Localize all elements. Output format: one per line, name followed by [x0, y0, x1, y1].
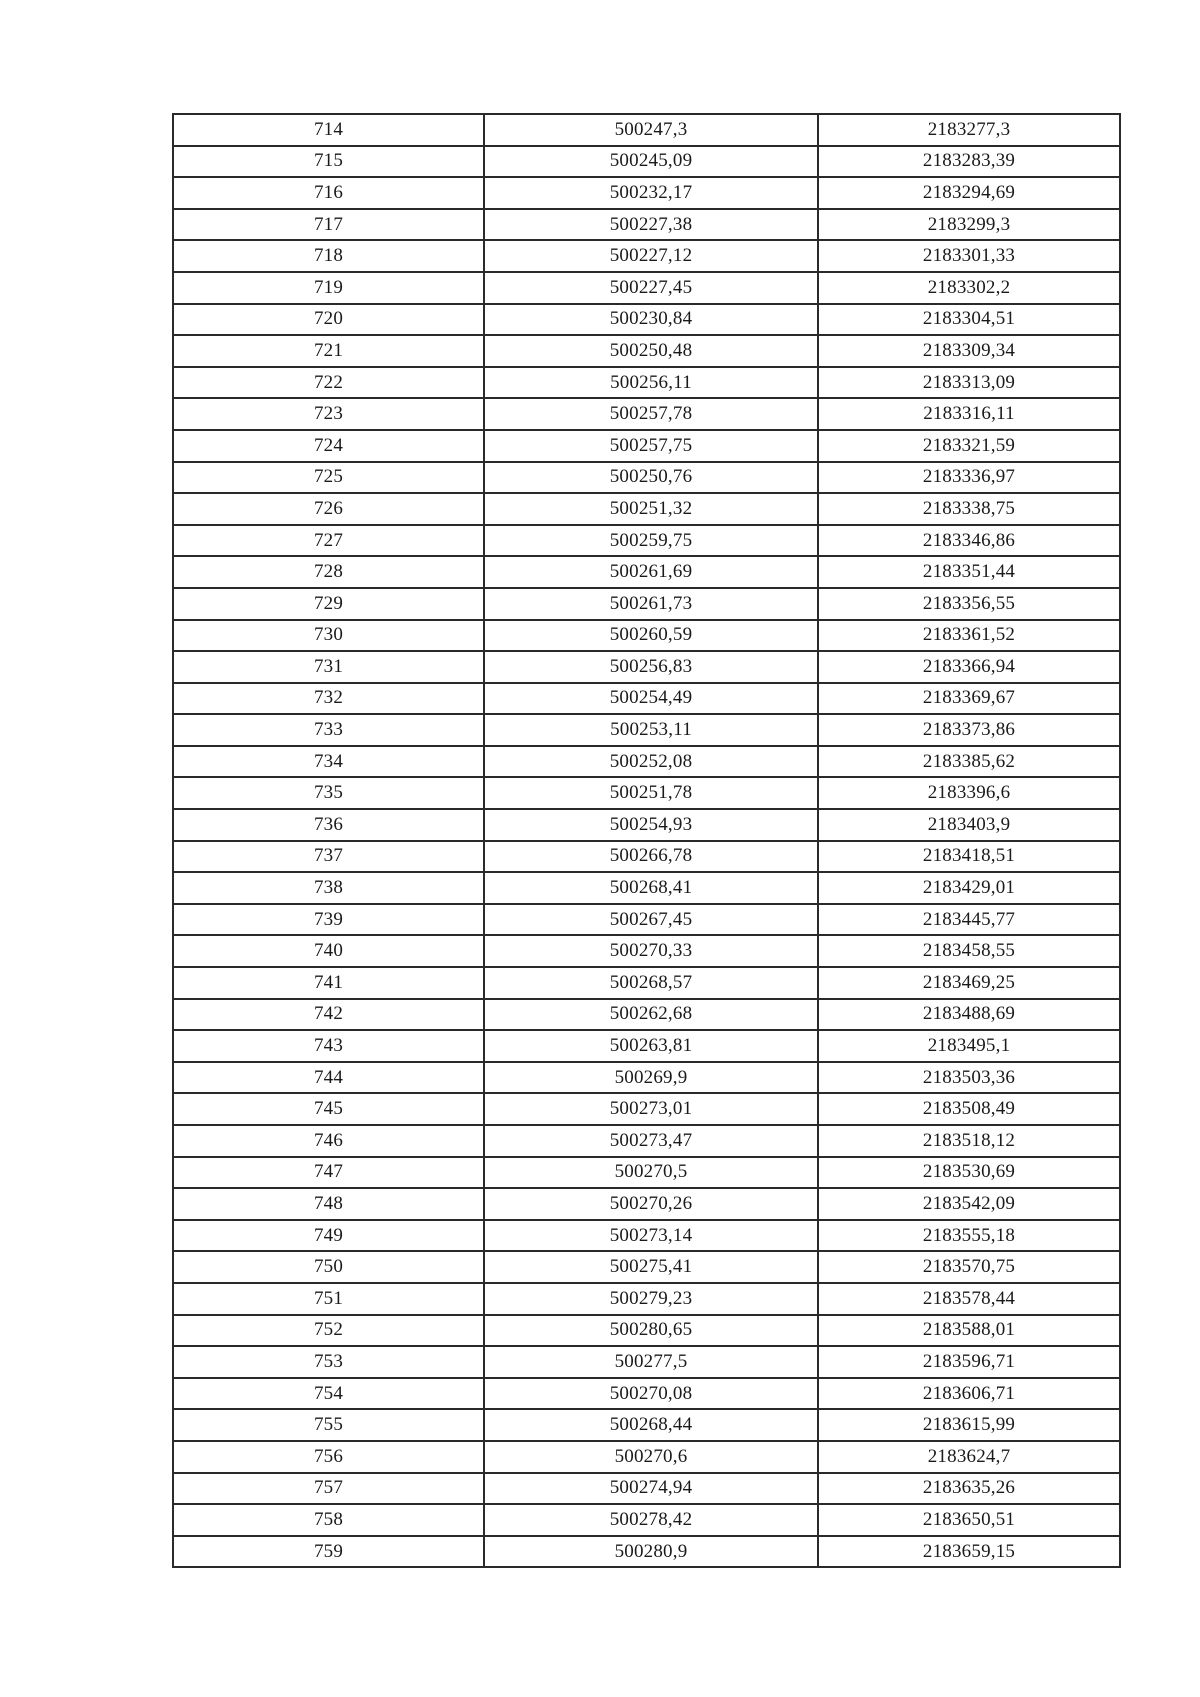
y-coordinate-cell: 2183403,9	[818, 809, 1120, 841]
table-row	[173, 1378, 1120, 1410]
x-coordinate-cell: 500275,41	[484, 1251, 818, 1283]
y-coordinate-cell: 2183385,62	[818, 746, 1120, 778]
table-row	[173, 999, 1120, 1031]
y-coordinate-cell: 2183369,67	[818, 683, 1120, 715]
point-number-cell: 752	[173, 1315, 484, 1347]
x-coordinate-cell: 500256,83	[484, 651, 818, 683]
point-number-cell: 732	[173, 683, 484, 715]
x-coordinate-cell: 500245,09	[484, 146, 818, 178]
point-number-cell: 720	[173, 304, 484, 336]
table-row	[173, 1062, 1120, 1094]
table-row	[173, 177, 1120, 209]
y-coordinate-cell: 2183301,33	[818, 240, 1120, 272]
table-row	[173, 304, 1120, 336]
y-coordinate-cell: 2183518,12	[818, 1125, 1120, 1157]
x-coordinate-cell: 500274,94	[484, 1473, 818, 1505]
point-number-cell: 716	[173, 177, 484, 209]
point-number-cell: 736	[173, 809, 484, 841]
x-coordinate-cell: 500263,81	[484, 1030, 818, 1062]
table-row	[173, 462, 1120, 494]
x-coordinate-cell: 500280,9	[484, 1536, 818, 1568]
table-row	[173, 777, 1120, 809]
y-coordinate-cell: 2183508,49	[818, 1093, 1120, 1125]
point-number-cell: 739	[173, 904, 484, 936]
table-row	[173, 1473, 1120, 1505]
y-coordinate-cell: 2183356,55	[818, 588, 1120, 620]
table-row	[173, 967, 1120, 999]
y-coordinate-cell: 2183458,55	[818, 935, 1120, 967]
y-coordinate-cell: 2183635,26	[818, 1473, 1120, 1505]
x-coordinate-cell: 500273,14	[484, 1220, 818, 1252]
y-coordinate-cell: 2183346,86	[818, 525, 1120, 557]
x-coordinate-cell: 500254,93	[484, 809, 818, 841]
point-number-cell: 753	[173, 1346, 484, 1378]
y-coordinate-cell: 2183530,69	[818, 1157, 1120, 1189]
y-coordinate-cell: 2183338,75	[818, 493, 1120, 525]
x-coordinate-cell: 500279,23	[484, 1283, 818, 1315]
table-row	[173, 1315, 1120, 1347]
point-number-cell: 746	[173, 1125, 484, 1157]
table-row	[173, 272, 1120, 304]
y-coordinate-cell: 2183294,69	[818, 177, 1120, 209]
table-row	[173, 146, 1120, 178]
point-number-cell: 715	[173, 146, 484, 178]
y-coordinate-cell: 2183302,2	[818, 272, 1120, 304]
point-number-cell: 730	[173, 620, 484, 652]
y-coordinate-cell: 2183283,39	[818, 146, 1120, 178]
x-coordinate-cell: 500280,65	[484, 1315, 818, 1347]
point-number-cell: 733	[173, 714, 484, 746]
y-coordinate-cell: 2183313,09	[818, 367, 1120, 399]
x-coordinate-cell: 500267,45	[484, 904, 818, 936]
point-number-cell: 745	[173, 1093, 484, 1125]
x-coordinate-cell: 500270,08	[484, 1378, 818, 1410]
x-coordinate-cell: 500256,11	[484, 367, 818, 399]
point-number-cell: 751	[173, 1283, 484, 1315]
x-coordinate-cell: 500268,44	[484, 1409, 818, 1441]
y-coordinate-cell: 2183555,18	[818, 1220, 1120, 1252]
point-number-cell: 714	[173, 114, 484, 146]
point-number-cell: 723	[173, 398, 484, 430]
x-coordinate-cell: 500253,11	[484, 714, 818, 746]
coordinates-table-body	[173, 114, 1120, 1567]
table-row	[173, 809, 1120, 841]
point-number-cell: 750	[173, 1251, 484, 1283]
y-coordinate-cell: 2183503,36	[818, 1062, 1120, 1094]
table-row	[173, 746, 1120, 778]
y-coordinate-cell: 2183321,59	[818, 430, 1120, 462]
table-row	[173, 430, 1120, 462]
table-row	[173, 1346, 1120, 1378]
y-coordinate-cell: 2183624,7	[818, 1441, 1120, 1473]
point-number-cell: 759	[173, 1536, 484, 1568]
point-number-cell: 740	[173, 935, 484, 967]
coordinates-table	[172, 113, 1121, 1568]
x-coordinate-cell: 500273,47	[484, 1125, 818, 1157]
y-coordinate-cell: 2183299,3	[818, 209, 1120, 241]
x-coordinate-cell: 500260,59	[484, 620, 818, 652]
table-row	[173, 1441, 1120, 1473]
table-row	[173, 1030, 1120, 1062]
x-coordinate-cell: 500268,57	[484, 967, 818, 999]
x-coordinate-cell: 500261,69	[484, 556, 818, 588]
x-coordinate-cell: 500268,41	[484, 872, 818, 904]
table-row	[173, 1504, 1120, 1536]
point-number-cell: 742	[173, 999, 484, 1031]
y-coordinate-cell: 2183570,75	[818, 1251, 1120, 1283]
point-number-cell: 735	[173, 777, 484, 809]
point-number-cell: 729	[173, 588, 484, 620]
y-coordinate-cell: 2183650,51	[818, 1504, 1120, 1536]
point-number-cell: 748	[173, 1188, 484, 1220]
x-coordinate-cell: 500257,75	[484, 430, 818, 462]
x-coordinate-cell: 500230,84	[484, 304, 818, 336]
y-coordinate-cell: 2183373,86	[818, 714, 1120, 746]
y-coordinate-cell: 2183596,71	[818, 1346, 1120, 1378]
point-number-cell: 726	[173, 493, 484, 525]
x-coordinate-cell: 500252,08	[484, 746, 818, 778]
x-coordinate-cell: 500251,32	[484, 493, 818, 525]
x-coordinate-cell: 500270,26	[484, 1188, 818, 1220]
y-coordinate-cell: 2183351,44	[818, 556, 1120, 588]
point-number-cell: 738	[173, 872, 484, 904]
point-number-cell: 737	[173, 841, 484, 873]
table-row	[173, 714, 1120, 746]
point-number-cell: 755	[173, 1409, 484, 1441]
x-coordinate-cell: 500261,73	[484, 588, 818, 620]
table-row	[173, 588, 1120, 620]
table-row	[173, 367, 1120, 399]
point-number-cell: 718	[173, 240, 484, 272]
table-row	[173, 683, 1120, 715]
point-number-cell: 721	[173, 335, 484, 367]
x-coordinate-cell: 500277,5	[484, 1346, 818, 1378]
point-number-cell: 757	[173, 1473, 484, 1505]
table-row	[173, 872, 1120, 904]
x-coordinate-cell: 500278,42	[484, 1504, 818, 1536]
y-coordinate-cell: 2183396,6	[818, 777, 1120, 809]
x-coordinate-cell: 500262,68	[484, 999, 818, 1031]
point-number-cell: 743	[173, 1030, 484, 1062]
point-number-cell: 717	[173, 209, 484, 241]
x-coordinate-cell: 500269,9	[484, 1062, 818, 1094]
y-coordinate-cell: 2183606,71	[818, 1378, 1120, 1410]
x-coordinate-cell: 500259,75	[484, 525, 818, 557]
y-coordinate-cell: 2183304,51	[818, 304, 1120, 336]
y-coordinate-cell: 2183469,25	[818, 967, 1120, 999]
table-row	[173, 651, 1120, 683]
y-coordinate-cell: 2183366,94	[818, 651, 1120, 683]
point-number-cell: 731	[173, 651, 484, 683]
point-number-cell: 725	[173, 462, 484, 494]
point-number-cell: 756	[173, 1441, 484, 1473]
point-number-cell: 724	[173, 430, 484, 462]
y-coordinate-cell: 2183418,51	[818, 841, 1120, 873]
table-row	[173, 1409, 1120, 1441]
table-row	[173, 620, 1120, 652]
table-row	[173, 1125, 1120, 1157]
point-number-cell: 758	[173, 1504, 484, 1536]
y-coordinate-cell: 2183316,11	[818, 398, 1120, 430]
table-row	[173, 209, 1120, 241]
x-coordinate-cell: 500270,33	[484, 935, 818, 967]
y-coordinate-cell: 2183336,97	[818, 462, 1120, 494]
x-coordinate-cell: 500250,76	[484, 462, 818, 494]
table-row	[173, 1251, 1120, 1283]
y-coordinate-cell: 2183588,01	[818, 1315, 1120, 1347]
x-coordinate-cell: 500273,01	[484, 1093, 818, 1125]
point-number-cell: 719	[173, 272, 484, 304]
y-coordinate-cell: 2183277,3	[818, 114, 1120, 146]
point-number-cell: 727	[173, 525, 484, 557]
x-coordinate-cell: 500254,49	[484, 683, 818, 715]
x-coordinate-cell: 500247,3	[484, 114, 818, 146]
x-coordinate-cell: 500250,48	[484, 335, 818, 367]
table-row	[173, 841, 1120, 873]
table-row	[173, 240, 1120, 272]
x-coordinate-cell: 500257,78	[484, 398, 818, 430]
table-row	[173, 1093, 1120, 1125]
x-coordinate-cell: 500270,6	[484, 1441, 818, 1473]
table-row	[173, 398, 1120, 430]
table-row	[173, 335, 1120, 367]
y-coordinate-cell: 2183495,1	[818, 1030, 1120, 1062]
x-coordinate-cell: 500266,78	[484, 841, 818, 873]
table-row	[173, 1220, 1120, 1252]
table-row	[173, 493, 1120, 525]
y-coordinate-cell: 2183659,15	[818, 1536, 1120, 1568]
point-number-cell: 749	[173, 1220, 484, 1252]
table-row	[173, 1188, 1120, 1220]
table-row	[173, 1283, 1120, 1315]
y-coordinate-cell: 2183542,09	[818, 1188, 1120, 1220]
point-number-cell: 722	[173, 367, 484, 399]
table-row	[173, 904, 1120, 936]
y-coordinate-cell: 2183429,01	[818, 872, 1120, 904]
x-coordinate-cell: 500227,38	[484, 209, 818, 241]
x-coordinate-cell: 500251,78	[484, 777, 818, 809]
x-coordinate-cell: 500232,17	[484, 177, 818, 209]
y-coordinate-cell: 2183615,99	[818, 1409, 1120, 1441]
table-row	[173, 525, 1120, 557]
point-number-cell: 744	[173, 1062, 484, 1094]
table-row	[173, 556, 1120, 588]
point-number-cell: 734	[173, 746, 484, 778]
y-coordinate-cell: 2183488,69	[818, 999, 1120, 1031]
point-number-cell: 741	[173, 967, 484, 999]
point-number-cell: 728	[173, 556, 484, 588]
table-row	[173, 935, 1120, 967]
x-coordinate-cell: 500227,12	[484, 240, 818, 272]
y-coordinate-cell: 2183361,52	[818, 620, 1120, 652]
y-coordinate-cell: 2183309,34	[818, 335, 1120, 367]
x-coordinate-cell: 500227,45	[484, 272, 818, 304]
table-row	[173, 114, 1120, 146]
point-number-cell: 754	[173, 1378, 484, 1410]
table-row	[173, 1536, 1120, 1568]
y-coordinate-cell: 2183578,44	[818, 1283, 1120, 1315]
point-number-cell: 747	[173, 1157, 484, 1189]
x-coordinate-cell: 500270,5	[484, 1157, 818, 1189]
table-row	[173, 1157, 1120, 1189]
y-coordinate-cell: 2183445,77	[818, 904, 1120, 936]
